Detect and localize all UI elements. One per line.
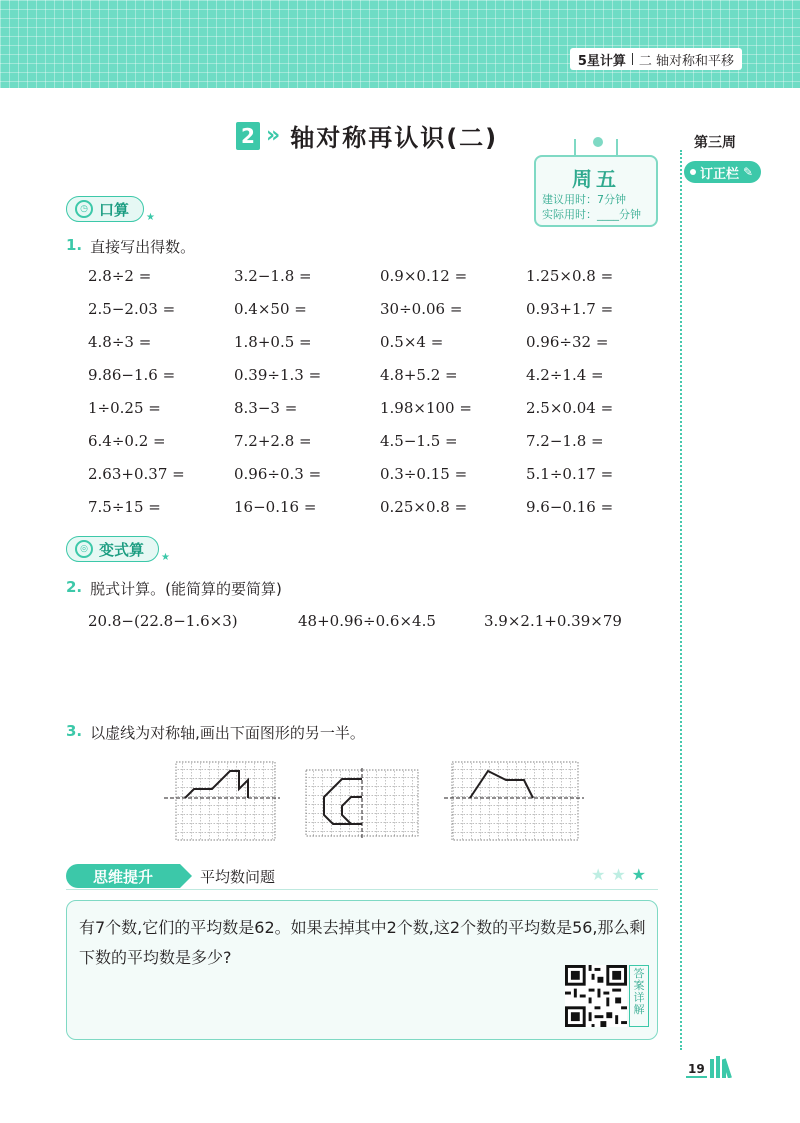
oral-problem: 0.39÷1.3 =: [234, 366, 322, 384]
thinking-header: [66, 862, 658, 890]
section-oral-label: 口算: [99, 200, 130, 219]
oral-problem: 4.8÷3 =: [88, 333, 152, 351]
margin-divider: [680, 150, 682, 1050]
oral-problem: 0.96÷32 =: [526, 333, 609, 351]
header-band: [0, 0, 800, 88]
question-3-number: 3.: [66, 722, 83, 740]
actual-time: 实际用时：____分钟: [542, 208, 641, 221]
oral-problem: 9.86−1.6 =: [88, 366, 176, 384]
oral-problem: 0.25×0.8 =: [380, 498, 468, 516]
symmetry-figure-2: [304, 768, 420, 838]
oral-problem: 1÷0.25 =: [88, 399, 161, 417]
oral-problem: 2.63+0.37 =: [88, 465, 185, 483]
star-icon: ★: [631, 865, 652, 884]
qr-code-icon[interactable]: [565, 965, 627, 1027]
oral-problem: 9.6−0.16 =: [526, 498, 614, 516]
oral-problem: 16−0.16 =: [234, 498, 317, 516]
expression-1: 20.8−(22.8−1.6×3): [88, 612, 238, 630]
oral-problem: 30÷0.06 =: [380, 300, 463, 318]
oral-problem: 2.5×0.04 =: [526, 399, 614, 417]
star-icon: ★: [611, 865, 632, 884]
header-separator: [632, 53, 633, 65]
section-variant: [66, 536, 171, 563]
suggested-time: 建议用时：7分钟: [542, 193, 626, 206]
star-icon: ★: [146, 212, 156, 223]
oral-problem: 1.8+0.5 =: [234, 333, 312, 351]
question-2-text: 脱式计算。(能简算的要简算): [90, 580, 282, 598]
oral-problem: 0.3÷0.15 =: [380, 465, 468, 483]
card-string-left: [574, 139, 576, 157]
chevron-right-icon: »: [266, 123, 281, 148]
question-3: [66, 722, 365, 743]
arrow-icon: [180, 864, 192, 888]
problem-text: 有7个数,它们的平均数是62。如果去掉其中2个数,这2个数的平均数是56,那么剩下数的平均数是多少?: [79, 918, 646, 967]
oral-problem: 1.25×0.8 =: [526, 267, 614, 285]
oral-problem: 3.2−1.8 =: [234, 267, 312, 285]
lesson-title-text: 轴对称再认识(二): [290, 124, 499, 152]
book-title: 5星计算: [577, 53, 626, 69]
star-icon: ★: [590, 865, 612, 884]
oral-problem: 0.96÷0.3 =: [234, 465, 322, 483]
expression-row: [88, 612, 648, 630]
question-3-text: 以虚线为对称轴,画出下面图形的另一半。: [90, 724, 365, 742]
oral-problem: 4.2÷1.4 =: [526, 366, 604, 384]
lesson-title: [236, 118, 498, 153]
chapter-title: 二 轴对称和平移: [638, 53, 734, 69]
symmetry-figure-1: [164, 760, 280, 842]
day-card: [534, 155, 658, 227]
header-tag: [570, 48, 742, 70]
thinking-topic: 平均数问题: [200, 868, 276, 886]
oral-grid: [88, 267, 648, 531]
oral-problem: 2.5−2.03 =: [88, 300, 176, 318]
oral-problem: 4.5−1.5 =: [380, 432, 458, 450]
day-name: 周五: [572, 167, 620, 191]
expression-3: 3.9×2.1+0.39×79: [484, 612, 622, 630]
correction-column-label: [684, 161, 761, 183]
oral-problem: 8.3−3 =: [234, 399, 298, 417]
dot-icon: [690, 169, 696, 175]
question-2-number: 2.: [66, 578, 83, 596]
star-icon: ★: [161, 552, 171, 563]
oral-problem: 7.5÷15 =: [88, 498, 161, 516]
card-string-right: [616, 139, 618, 157]
oral-problem: 0.93+1.7 =: [526, 300, 614, 318]
oral-problem: 2.8÷2 =: [88, 267, 152, 285]
oral-problem: 7.2+2.8 =: [234, 432, 312, 450]
question-1: [66, 236, 195, 257]
question-1-text: 直接写出得数。: [90, 238, 196, 256]
lesson-number: 2: [236, 122, 260, 150]
expression-2: 48+0.96÷0.6×4.5: [298, 612, 436, 630]
symmetry-figure-3: [444, 760, 584, 842]
thinking-label: 思维提升: [66, 864, 180, 888]
oral-problem: 1.98×100 =: [380, 399, 472, 417]
problem-box: [66, 900, 658, 1040]
answer-explanation-tab[interactable]: 答案详解: [629, 965, 649, 1027]
oral-problem: 0.5×4 =: [380, 333, 444, 351]
question-1-number: 1.: [66, 236, 83, 254]
page-number: 19: [688, 1062, 705, 1076]
target-icon: ◎: [75, 540, 93, 558]
books-icon: [710, 1056, 738, 1078]
pin-icon: [593, 137, 603, 147]
oral-problem: 7.2−1.8 =: [526, 432, 604, 450]
correction-text: 订正栏: [700, 166, 740, 182]
oral-problem: 5.1÷0.17 =: [526, 465, 614, 483]
stopwatch-icon: ◷: [75, 200, 93, 218]
week-label: 第三周: [694, 135, 736, 151]
oral-problem: 4.8+5.2 =: [380, 366, 458, 384]
pencil-icon: ✎: [743, 165, 754, 179]
oral-problem: 6.4÷0.2 =: [88, 432, 166, 450]
oral-problem: 0.9×0.12 =: [380, 267, 468, 285]
oral-problem: 0.4×50 =: [234, 300, 307, 318]
section-variant-label: 变式算: [99, 540, 145, 559]
question-2: [66, 578, 282, 599]
difficulty-stars: [591, 865, 652, 884]
section-oral: [66, 196, 156, 223]
